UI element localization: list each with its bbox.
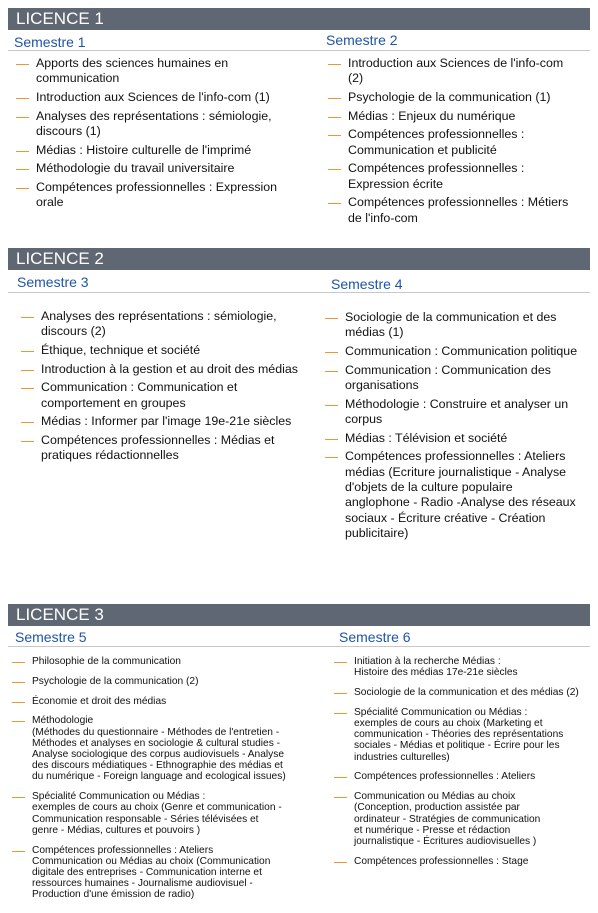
course-item <box>14 143 294 158</box>
course-item <box>10 715 320 782</box>
course-item <box>10 693 320 709</box>
course-item <box>14 161 294 176</box>
course-label: Sociologie de la communication et des médias (2) <box>354 687 579 698</box>
course-label: Analyses des représentations : sémiologie, discours (1) <box>36 108 272 138</box>
course-label: Compétences professionnelles : Ateliers <box>354 771 536 783</box>
semestre-3-course-list <box>19 309 299 467</box>
course-item <box>326 109 571 124</box>
course-label: Compétences professionnelles : Communication et publicité <box>348 127 525 157</box>
course-item <box>14 56 294 87</box>
semestre-4-title: Semestre 4 <box>331 276 403 292</box>
course-label: Méthodologie (Méthodes du questionnaire - Méthodes de l'entretien - Méthodes et analyses en sociologie & cultural studies - Analyse sociologique des corpus audiovisuels - Analyse des discours médiatiques - Ethnographie des médias et du numérique - Foreign language and ecological issues) <box>32 715 286 783</box>
semestre-6-course-list <box>332 656 597 876</box>
dash-bullet-icon: — <box>16 179 29 195</box>
dash-bullet-icon: — <box>325 362 338 378</box>
dash-bullet-icon: — <box>325 430 338 446</box>
course-label: Introduction aux Sciences de l'info-com (2) <box>348 56 564 86</box>
course-label: Introduction à la gestion et au droit des médias <box>41 361 298 376</box>
course-label: Compétences professionnelles : Ateliers Communication ou Médias au choix (Communication digitale des entreprises - Communication interne et ressources humaines - Journalisme audiovisuel - Production d'une émission de radio) <box>32 844 271 901</box>
dash-bullet-icon: — <box>334 654 347 669</box>
course-item <box>326 90 571 105</box>
course-item <box>323 363 578 394</box>
dash-bullet-icon: — <box>334 704 347 720</box>
semestre-1-title: Semestre 1 <box>14 34 86 50</box>
course-item <box>10 656 320 667</box>
course-label: Compétences professionnelles : Médias et pratiques rédactionnelles <box>41 432 275 463</box>
course-label: Communication : Communication et comportement en groupes <box>41 380 238 410</box>
course-label: Spécialité Communication ou Médias : exemples de cours au choix (Genre et communication - Communication responsable - Séries télévisées et genre - Médias, cultures et pouvoirs ) <box>32 791 282 836</box>
course-item <box>14 180 294 211</box>
dash-bullet-icon: — <box>21 309 34 324</box>
dash-bullet-icon: — <box>21 432 34 448</box>
dash-bullet-icon: — <box>12 713 25 729</box>
course-label: Psychologie de la communication (1) <box>348 90 551 104</box>
dash-bullet-icon: — <box>12 673 25 689</box>
course-item <box>332 687 597 698</box>
course-item <box>332 656 597 678</box>
course-item <box>323 449 578 541</box>
dash-bullet-icon: — <box>16 142 29 158</box>
dash-bullet-icon: — <box>21 414 34 430</box>
dash-bullet-icon: — <box>16 56 29 71</box>
course-label: Philosophie de la communication <box>32 656 181 667</box>
licence-3-header: LICENCE 3 <box>8 604 590 626</box>
semestre-1-course-list <box>14 56 294 214</box>
course-label: Compétences professionnelles : Métiers de l'info-com <box>348 195 569 225</box>
course-label: Médias : Informer par l'image 19e-21e siècles <box>41 414 292 429</box>
dash-bullet-icon: — <box>328 56 341 71</box>
licence-1-header: LICENCE 1 <box>8 8 590 30</box>
course-label: Analyses des représentations : sémiologie, discours (2) <box>41 309 277 339</box>
course-item <box>19 343 299 358</box>
dash-bullet-icon: — <box>328 195 341 211</box>
course-label: Spécialité Communication ou Médias : exemples de cours au choix (Marketing et communication - Théories des représentations sociales - Médias et politique - Écrire pour les industries culturelles) <box>354 706 564 763</box>
dash-bullet-icon: — <box>12 654 25 669</box>
course-label: Sociologie de la communication et des médias (1) <box>345 310 557 340</box>
dash-bullet-icon: — <box>12 693 25 709</box>
course-label: Initiation à la recherche Médias : Histoire des médias 17e-21e siècles <box>354 656 518 679</box>
course-label: Compétences professionnelles : Ateliers médias (Ecriture journalistique - Analyse d'objets de la culture populaire anglophone - Radio -Analyse des réseaux sociaux - Écriture créative - Création publicitaire) <box>345 449 576 541</box>
course-item <box>332 853 597 869</box>
dash-bullet-icon: — <box>325 396 338 412</box>
dash-bullet-icon: — <box>16 90 29 105</box>
course-item <box>326 161 571 192</box>
dash-bullet-icon: — <box>328 161 341 177</box>
dash-bullet-icon: — <box>334 685 347 700</box>
dash-bullet-icon: — <box>325 449 338 465</box>
dash-bullet-icon: — <box>328 108 341 124</box>
course-label: Psychologie de la communication (2) <box>32 675 199 687</box>
course-item <box>10 791 320 836</box>
course-item <box>332 791 597 847</box>
course-label: Médias : Télévision et société <box>345 430 508 445</box>
dash-bullet-icon: — <box>16 161 29 177</box>
divider <box>8 646 590 647</box>
semestre-2-course-list <box>326 56 571 229</box>
course-label: Compétences professionnelles : Expression orale <box>36 179 278 210</box>
course-label: Éthique, technique et société <box>41 343 201 357</box>
dash-bullet-icon: — <box>325 310 338 325</box>
dash-bullet-icon: — <box>334 769 347 785</box>
course-label: Méthodologie du travail universitaire <box>36 161 235 176</box>
semestre-6-title: Semestre 6 <box>339 629 411 645</box>
course-item <box>323 431 578 446</box>
course-label: Introduction aux Sciences de l'info-com (1) <box>36 90 270 104</box>
course-item <box>10 673 320 689</box>
course-item <box>323 310 578 341</box>
course-item <box>332 704 597 763</box>
course-label: Communication ou Médias au choix (Conception, production assistée par ordinateur - Stratégies de communication et numérique - Presse et rédaction journalistique - Écritures audiovisuelles ) <box>354 791 541 848</box>
course-label: Médias : Enjeux du numérique <box>348 108 516 123</box>
course-item <box>19 309 299 340</box>
course-label: Compétences professionnelles : Expression écrite <box>348 161 525 191</box>
divider <box>8 50 590 51</box>
course-item <box>323 344 578 359</box>
semestre-2-title: Semestre 2 <box>326 32 398 48</box>
course-item <box>19 433 299 464</box>
semestre-4-course-list <box>323 310 578 545</box>
semestre-3-title: Semestre 3 <box>17 274 89 290</box>
course-label: Médias : Histoire culturelle de l'imprimé <box>36 142 252 157</box>
dash-bullet-icon: — <box>325 344 338 359</box>
course-item <box>323 397 578 428</box>
course-item <box>14 109 294 140</box>
course-item <box>19 380 299 411</box>
course-item <box>14 90 294 105</box>
course-item <box>326 195 571 226</box>
dash-bullet-icon: — <box>12 842 25 858</box>
dash-bullet-icon: — <box>21 361 34 377</box>
semestre-5-course-list <box>10 656 320 909</box>
course-item <box>332 769 597 785</box>
course-item <box>326 127 571 158</box>
dash-bullet-icon: — <box>16 108 29 124</box>
licence-2-header: LICENCE 2 <box>8 248 590 270</box>
dash-bullet-icon: — <box>328 127 341 143</box>
dash-bullet-icon: — <box>334 789 347 805</box>
course-label: Apports des sciences humaines en communication <box>36 56 229 86</box>
dash-bullet-icon: — <box>21 343 34 358</box>
course-label: Communication : Communication des organisations <box>345 362 551 392</box>
course-label: Méthodologie : Construire et analyser un corpus <box>345 396 569 426</box>
course-label: Économie et droit des médias <box>32 695 167 707</box>
semestre-5-title: Semestre 5 <box>15 629 87 645</box>
course-item <box>326 56 571 87</box>
dash-bullet-icon: — <box>328 90 341 105</box>
dash-bullet-icon: — <box>12 789 25 805</box>
course-item <box>10 842 320 901</box>
course-label: Communication : Communication politique <box>345 344 578 358</box>
divider <box>8 292 590 293</box>
dash-bullet-icon: — <box>21 380 34 396</box>
course-label: Compétences professionnelles : Stage <box>354 855 529 867</box>
course-item <box>19 414 299 429</box>
course-item <box>19 362 299 377</box>
dash-bullet-icon: — <box>334 853 347 869</box>
